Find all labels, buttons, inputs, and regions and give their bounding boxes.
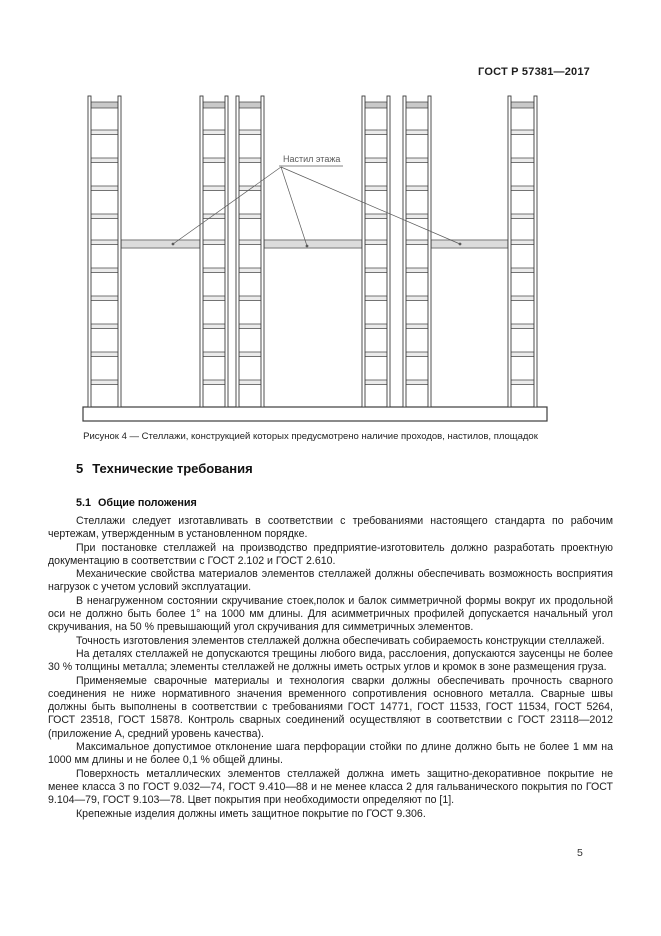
subsection-title: Общие положения (98, 497, 197, 509)
floor-deck-label: Настил этажа (283, 154, 341, 164)
rack-rung (511, 186, 534, 191)
rack-rung (91, 380, 118, 385)
rack-rung (365, 268, 387, 273)
rack-rung (203, 296, 225, 301)
rack-rung (406, 296, 428, 301)
rack-rung (365, 102, 387, 108)
rack-rung (511, 214, 534, 219)
paragraph: При постановке стеллажей на производство предприятие-изготовитель должно разработать проектную документацию в соответствии с ГОСТ 2.102 и ГОСТ 2.610. (48, 541, 613, 567)
rack-rung (91, 240, 118, 245)
leader-arrow (459, 243, 462, 246)
rack-rung (203, 130, 225, 135)
rack-rung (203, 268, 225, 273)
rack-post (118, 96, 121, 407)
rack-rung (239, 158, 261, 163)
rack-post (200, 96, 203, 407)
body-text (48, 515, 613, 821)
rack-rung (239, 130, 261, 135)
rack-post (236, 96, 239, 407)
rack-rung (239, 102, 261, 108)
leader-arrow (172, 243, 175, 246)
rack-rung (511, 102, 534, 108)
rack-rung (406, 240, 428, 245)
floor-deck (264, 240, 362, 248)
rack-rung (239, 324, 261, 329)
paragraph: На деталях стеллажей не допускаются трещины любого вида, расслоения, допускаются заусенцы не более 30 % толщины металла; элементы стеллажей не должны иметь острых углов и кромок в зоне размещения груза. (48, 647, 613, 674)
rack-rung (365, 130, 387, 135)
page-number: 5 (577, 847, 583, 859)
rack-post (362, 96, 365, 407)
rack-rung (406, 158, 428, 163)
paragraph: Применяемые сварочные материалы и технология сварки должны обеспечивать прочность сварного соединения не ниже нормативного значения временного сопротивления основного металла. Сварные швы должны быть выполнены в соответствии с требованиями ГОСТ 14771, ГОСТ 11533, ГОСТ 11534, ГОСТ 5264, ГОСТ 23518, ГОСТ 15878. Контроль сварных соединений осуществляют в соответствии с ГОСТ 23118—2012 (приложение А, средний уровень качества). (48, 674, 613, 740)
rack-rung (91, 268, 118, 273)
rack-rung (406, 102, 428, 108)
paragraph: Стеллажи следует изготавливать в соответствии с требованиями настоящего стандарта по рабочим чертежам, утвержденным в установленном порядке. (48, 515, 613, 541)
rack-rung (203, 102, 225, 108)
figure-4-rack-drawing (0, 0, 661, 430)
paragraph: Максимальное допустимое отклонение шага перфорации стойки по длине должно быть не более 1 мм на 1000 мм длины и не более 0,1 % общей длины. (48, 741, 613, 767)
rack-rung (239, 352, 261, 357)
rack-rung (239, 186, 261, 191)
floor-deck (121, 240, 200, 248)
figure-caption: Рисунок 4 — Стеллажи, конструкцией которых предусмотрено наличие проходов, настилов, площадок (83, 431, 538, 442)
rack-post (387, 96, 390, 407)
rack-rung (365, 324, 387, 329)
rack-rung (406, 268, 428, 273)
subsection-heading (76, 497, 197, 509)
rack-rung (511, 324, 534, 329)
rack-rung (406, 130, 428, 135)
rack-rung (511, 158, 534, 163)
rack-rung (203, 240, 225, 245)
rack-rung (511, 240, 534, 245)
rack-rung (511, 296, 534, 301)
section-number: 5 (76, 461, 84, 476)
leader-line (281, 167, 307, 246)
rack-rung (91, 158, 118, 163)
rack-rung (406, 380, 428, 385)
rack-rung (365, 186, 387, 191)
base-platform (83, 407, 547, 421)
rack-rung (511, 352, 534, 357)
subsection-number: 5.1 (76, 497, 92, 509)
rack-post (508, 96, 511, 407)
floor-deck (431, 240, 508, 248)
section-title: Технические требования (92, 461, 253, 476)
rack-rung (91, 324, 118, 329)
rack-rung (365, 352, 387, 357)
paragraph: Крепежные изделия должны иметь защитное покрытие по ГОСТ 9.306. (76, 807, 426, 820)
rack-rung (511, 380, 534, 385)
rack-rung (91, 186, 118, 191)
rack-rung (406, 352, 428, 357)
rack-rung (91, 102, 118, 108)
rack-post (225, 96, 228, 407)
paragraph: Механические свойства материалов элементов стеллажей должны обеспечивать возможность восприятия нагрузок с учетом условий эксплуатации. (48, 568, 613, 594)
rack-rung (406, 214, 428, 219)
rack-rung (365, 296, 387, 301)
rack-rung (203, 324, 225, 329)
rack-rung (91, 214, 118, 219)
rack-post (88, 96, 91, 407)
rack-rung (511, 268, 534, 273)
rack-rung (406, 324, 428, 329)
paragraph: Поверхность металлических элементов стеллажей должна иметь защитно-декоративное покрытие не менее класса 3 по ГОСТ 9.032—74, ГОСТ 9.410—88 и не менее класса 2 для гальванического покрытия по ГОСТ 9.104—79, ГОСТ 9.103—78. Цвет покрытия при необходимости определяют по [1]. (48, 767, 613, 807)
rack-rung (203, 158, 225, 163)
section-heading (76, 461, 253, 476)
leader-line (281, 167, 460, 244)
document-header: ГОСТ Р 57381—2017 (478, 66, 590, 78)
rack-rung (239, 296, 261, 301)
paragraph: В ненагруженном состоянии скручивание стоек,полок и балок симметричной формы вокруг их продольной оси не должно быть более 1° на 1000 мм длины. Для асимметричных профилей допускается начальный угол скручивания, на 50 % превышающий угол скручивания для симметричных элементов. (48, 594, 613, 634)
rack-rung (239, 240, 261, 245)
rack-rung (511, 130, 534, 135)
rack-rung (203, 352, 225, 357)
rack-rung (91, 296, 118, 301)
rack-post (428, 96, 431, 407)
rack-rung (239, 214, 261, 219)
rack-rung (365, 158, 387, 163)
rack-rung (91, 352, 118, 357)
rack-rung (365, 380, 387, 385)
rack-post (261, 96, 264, 407)
rack-rung (239, 380, 261, 385)
rack-rung (406, 186, 428, 191)
rack-rung (203, 380, 225, 385)
rack-rung (239, 268, 261, 273)
rack-rung (365, 214, 387, 219)
rack-post (403, 96, 406, 407)
leader-arrow (306, 245, 309, 248)
rack-rung (203, 186, 225, 191)
paragraph: Точность изготовления элементов стеллажей должна обеспечивать собираемость конструкции стеллажей. (76, 634, 605, 647)
rack-rung (365, 240, 387, 245)
rack-rung (91, 130, 118, 135)
rack-post (534, 96, 537, 407)
